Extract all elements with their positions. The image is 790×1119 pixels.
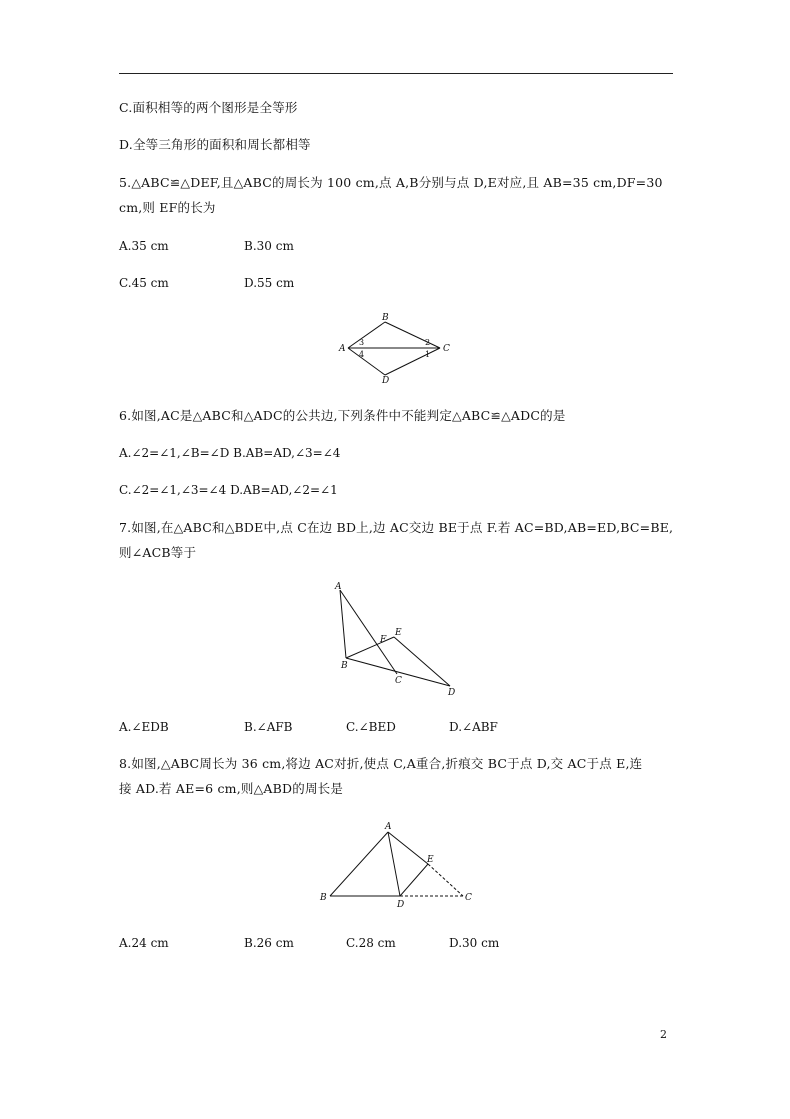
- header-rule: [119, 73, 673, 74]
- q8-label-e: E: [427, 855, 434, 865]
- option-d-statement: D.全等三角形的面积和周长都相等: [119, 137, 311, 152]
- q5-option-c: C.45 cm: [119, 276, 169, 290]
- q6-label-a: A: [339, 344, 346, 354]
- q8-label-b: B: [320, 893, 327, 903]
- q6-angle-4: 4: [359, 350, 365, 359]
- q6-options-row1: A.∠2=∠1,∠B=∠D B.AB=AD,∠3=∠4: [119, 446, 341, 460]
- q7-label-c: C: [395, 676, 402, 686]
- q8-figure: [315, 820, 475, 910]
- q5-option-a: A.35 cm: [119, 239, 169, 253]
- q6-angle-1: 1: [425, 350, 431, 359]
- q6-angle-3: 3: [359, 338, 365, 347]
- q6-segment-bc: [385, 322, 440, 348]
- q7-segment-ac: [340, 590, 397, 674]
- q6-label-c: C: [443, 344, 450, 354]
- q7-option-a: A.∠EDB: [119, 720, 169, 734]
- option-c-statement: C.面积相等的两个图形是全等形: [119, 100, 298, 115]
- q7-label-d: D: [448, 688, 456, 698]
- q6-label-d: D: [382, 376, 390, 386]
- q6-label-b: B: [382, 313, 389, 323]
- q7-option-d: D.∠ABF: [449, 720, 498, 734]
- question-5-text-line2: cm,则 EF的长为: [119, 200, 216, 215]
- q8-segment-ae: [388, 832, 428, 864]
- question-8-text-line1: 8.如图,△ABC周长为 36 cm,将边 AC对折,使点 C,A重合,折痕交 BC于点 D,交 AC于点 E,连: [119, 756, 643, 771]
- q7-segment-ab: [340, 590, 346, 658]
- q8-option-c: C.28 cm: [346, 936, 396, 950]
- q8-option-d: D.30 cm: [449, 936, 500, 950]
- question-7-text-line1: 7.如图,在△ABC和△BDE中,点 C在边 BD上,边 AC交边 BE于点 F.若 AC=BD,AB=ED,BC=BE,: [119, 520, 674, 535]
- q8-segment-ad: [388, 832, 400, 896]
- q8-segment-de: [400, 864, 428, 896]
- q6-segment-ab: [348, 322, 385, 348]
- q5-option-d: D.55 cm: [244, 276, 295, 290]
- q7-label-b: B: [341, 661, 348, 671]
- q8-dashed-ec: [428, 864, 463, 896]
- q7-segment-be: [346, 637, 394, 658]
- q7-figure: [330, 580, 465, 698]
- q6-figure: [335, 312, 460, 387]
- q8-label-d: D: [397, 900, 405, 910]
- q8-label-a: A: [385, 822, 392, 832]
- page-number: 2: [660, 1028, 667, 1041]
- q5-option-b: B.30 cm: [244, 239, 294, 253]
- q7-option-c: C.∠BED: [346, 720, 396, 734]
- q8-segment-ab: [330, 832, 388, 896]
- q8-option-a: A.24 cm: [119, 936, 169, 950]
- q7-label-f: F: [380, 635, 387, 645]
- q8-option-b: B.26 cm: [244, 936, 294, 950]
- question-6-text: 6.如图,AC是△ABC和△ADC的公共边,下列条件中不能判定△ABC≌△ADC的是: [119, 408, 566, 423]
- q6-angle-2: 2: [425, 338, 431, 347]
- q6-segment-dc: [385, 348, 440, 375]
- q7-label-e: E: [395, 628, 402, 638]
- q8-label-c: C: [465, 893, 472, 903]
- q7-label-a: A: [335, 582, 342, 592]
- question-8-text-line2: 接 AD.若 AE=6 cm,则△ABD的周长是: [119, 781, 344, 796]
- q6-options-row2: C.∠2=∠1,∠3=∠4 D.AB=AD,∠2=∠1: [119, 483, 338, 497]
- q6-segment-ad: [348, 348, 385, 375]
- q7-option-b: B.∠AFB: [244, 720, 293, 734]
- question-7-text-line2: 则∠ACB等于: [119, 545, 197, 560]
- question-5-text-line1: 5.△ABC≌△DEF,且△ABC的周长为 100 cm,点 A,B分别与点 D,E对应,且 AB=35 cm,DF=30: [119, 175, 663, 190]
